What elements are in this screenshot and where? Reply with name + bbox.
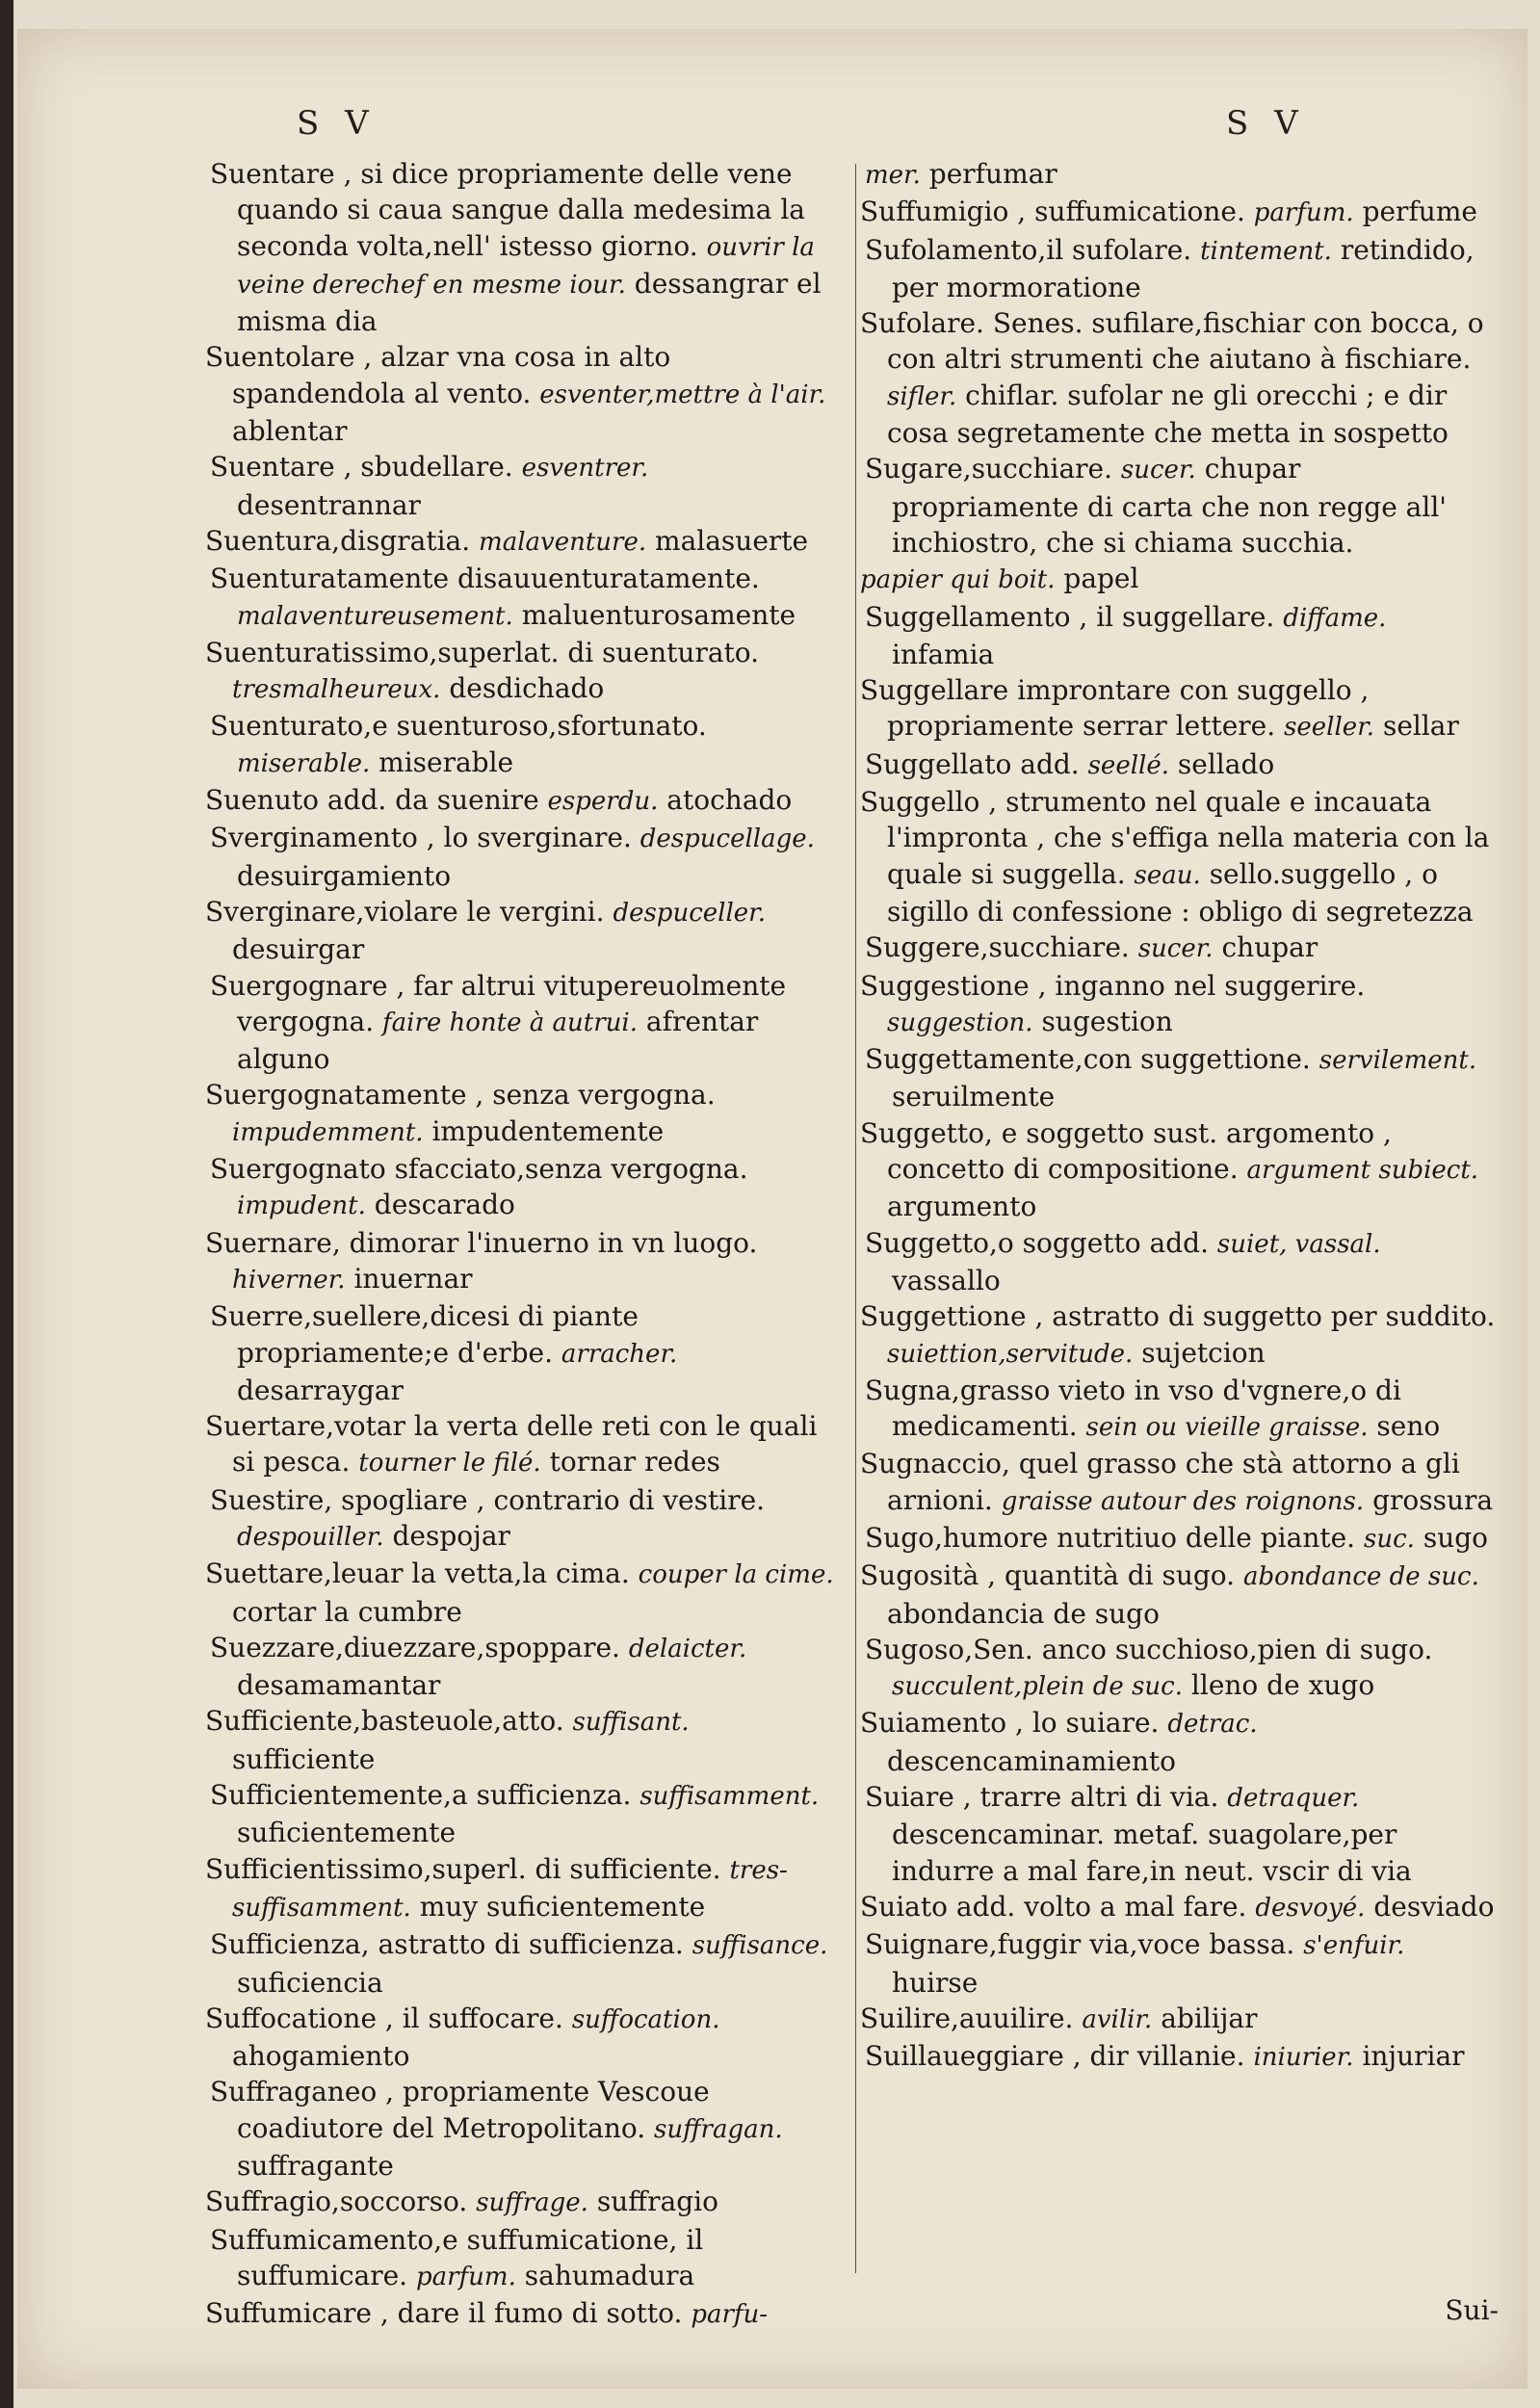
dictionary-entry (865, 1779, 1496, 1889)
italian-headword: Suenturatamente disauuenturatamente. (210, 563, 760, 595)
dictionary-entry (205, 1851, 836, 1927)
french-translation: suffisamment. (639, 1782, 820, 1812)
book-gutter (0, 0, 13, 2408)
italian-headword: Suentare , si dice propriamente delle vene quando si caua sangue dalla medesima la seconda volta,nell' istesso giorno. (210, 158, 805, 262)
dictionary-entry (860, 784, 1496, 929)
spanish-translation: suficientemente (237, 1817, 457, 1849)
dictionary-entry (210, 156, 836, 339)
italian-headword: Suentura,disgratia. (205, 524, 471, 557)
italian-headword: Suggello , strumento nel quale e incauata l'impronta , che s'effiga nella materia con la quale si suggella. (860, 786, 1490, 890)
dictionary-entry (205, 339, 836, 449)
french-translation: argument subiect. (1246, 1156, 1479, 1186)
french-translation: detraquer. (1227, 1784, 1360, 1814)
french-translation: seeller. (1284, 713, 1375, 743)
italian-headword: Sufficiente,basteuole,atto. (205, 1705, 564, 1738)
french-translation: esventrer. (521, 454, 649, 484)
dictionary-entry (205, 1408, 836, 1482)
italian-headword: Suillaueggiare , dir villanie. (865, 2040, 1245, 2073)
catchword: Sui- (1445, 2294, 1499, 2326)
french-translation: tourner le filé. (358, 1449, 541, 1479)
spanish-translation: desuirgar (232, 933, 365, 966)
italian-headword: Sverginare,violare le vergini. (205, 895, 605, 928)
spanish-translation: lleno de xugo (1190, 1669, 1375, 1702)
dictionary-entry (865, 1041, 1496, 1115)
italian-headword: Suignare,fuggir via,voce bassa. (865, 1928, 1295, 1961)
dictionary-entry (860, 561, 1496, 598)
spanish-translation: seno (1376, 1410, 1441, 1443)
dictionary-entry (210, 1926, 836, 2001)
dictionary-entry (210, 2074, 836, 2184)
italian-headword: Sufficientissimo,superl. di sufficiente. (205, 1852, 721, 1885)
spanish-translation: sujetcion (1141, 1336, 1266, 1369)
dictionary-entry (205, 2001, 836, 2075)
italian-headword: Suggere,succhiare. (865, 931, 1130, 964)
dictionary-entry (865, 1926, 1496, 2001)
french-translation: servilement. (1318, 1046, 1477, 1076)
italian-headword: Suiare , trarre altri di via. (865, 1781, 1219, 1814)
french-translation: despuceller. (613, 898, 767, 928)
dictionary-entry (210, 1151, 836, 1225)
spanish-translation: despojar (392, 1519, 510, 1552)
spanish-translation: grossura (1372, 1483, 1494, 1516)
spanish-translation: impudentemente (431, 1114, 665, 1147)
italian-headword: Suiato add. volto a mal fare. (860, 1890, 1247, 1923)
spanish-translation: ablentar (232, 415, 348, 448)
dictionary-entry (860, 1115, 1496, 1225)
french-translation: malaventureusement. (237, 601, 513, 631)
spanish-translation: suffragante (237, 2150, 394, 2183)
italian-headword: Suenturato,e suenturoso,sfortunato. (210, 710, 707, 743)
french-translation: miserable. (237, 748, 371, 778)
spanish-translation: dessangrar el mismа dia (237, 267, 822, 338)
spanish-translation: sugestion (1041, 1005, 1173, 1037)
french-translation: desvoyé. (1255, 1893, 1366, 1923)
spanish-translation: cortar la cumbre (232, 1595, 462, 1628)
italian-headword: Sufficienza, astratto di sufficienza. (210, 1928, 684, 1961)
dictionary-entry (205, 1703, 836, 1777)
column-rule (855, 164, 856, 2273)
french-translation: graisse autour des roignons. (1001, 1486, 1365, 1516)
dictionary-entry (205, 1556, 836, 1630)
spanish-translation: desuirgamiento (237, 859, 452, 892)
dictionary-entry (210, 708, 836, 782)
french-translation: parfum. (415, 2262, 516, 2291)
dictionary-entry (210, 968, 836, 1078)
french-translation: esperdu. (547, 787, 659, 817)
spanish-translation: vassallo (892, 1264, 1001, 1296)
french-translation: diffame. (1283, 603, 1387, 633)
dictionary-entry (210, 820, 836, 894)
dictionary-entry (210, 561, 836, 635)
dictionary-entry (865, 1225, 1496, 1299)
italian-headword: Suffocatione , il suffocare. (205, 2002, 563, 2034)
french-translation: parfu- (691, 2300, 769, 2330)
running-head-left: S V (297, 104, 377, 143)
dictionary-entry (210, 1777, 836, 1851)
spanish-translation: descencaminar. metaf. suagolare,per indurre a mal fare,in neut. vscir di via (892, 1819, 1412, 1887)
french-translation: despouiller. (237, 1522, 384, 1552)
spanish-translation: abilijar (1161, 2002, 1258, 2034)
right-column (860, 156, 1496, 2076)
spanish-translation: desdichado (449, 672, 605, 705)
dictionary-entry (205, 523, 836, 561)
spanish-translation: sellado (1177, 747, 1275, 780)
french-translation: succulent,plein de suc. (892, 1672, 1183, 1702)
french-translation: suffrage. (476, 2188, 588, 2218)
dictionary-entry (205, 1225, 836, 1299)
french-translation: suffragan. (654, 2114, 783, 2144)
spanish-translation: ahogamiento (232, 2040, 410, 2073)
italian-headword: Suggetto,o soggetto add. (865, 1226, 1209, 1259)
italian-headword: Suezzare,diuezzare,spoppare. (210, 1631, 620, 1663)
dictionary-page (17, 29, 1527, 2389)
spanish-translation: inuernar (353, 1262, 473, 1295)
italian-headword: Suffumicamento,e suffumicatione, il suffumicare. (210, 2223, 704, 2291)
dictionary-entry (205, 2295, 836, 2333)
dictionary-entry (860, 968, 1496, 1042)
dictionary-entry (860, 1298, 1496, 1373)
french-translation: seellé. (1087, 750, 1169, 780)
spanish-translation: afrentar alguno (237, 1005, 759, 1076)
spanish-translation: papel (1063, 563, 1139, 595)
dictionary-entry (210, 2222, 836, 2296)
italian-headword: Sugo,humore nutritiuo delle piante. (865, 1521, 1356, 1554)
french-translation: parfum. (1253, 198, 1354, 228)
spanish-translation: sellar (1382, 710, 1459, 743)
french-translation: delaicter. (628, 1634, 747, 1663)
dictionary-entry (860, 1889, 1496, 1926)
dictionary-entry (865, 1520, 1496, 1557)
italian-headword: Suffragio,soccorso. (205, 2186, 468, 2218)
spanish-translation: desamamantar (237, 1669, 441, 1702)
italian-headword: Sufficientemente,a sufficienza. (210, 1779, 632, 1812)
french-translation: sucer. (1120, 456, 1196, 485)
dictionary-entry (865, 232, 1496, 306)
italian-headword: Suggestione , inganno nel suggerire. (860, 969, 1366, 1002)
french-translation: suffocation. (571, 2004, 720, 2034)
italian-headword: Suggettamente,con suggettione. (865, 1043, 1311, 1076)
dictionary-entry (865, 599, 1496, 673)
french-translation: impudemment. (232, 1117, 424, 1147)
french-translation: faire honte à autrui. (382, 1008, 638, 1037)
italian-headword: Suiamento , lo suiare. (860, 1707, 1160, 1740)
french-translation: abondance de suc. (1242, 1562, 1479, 1592)
french-translation: suiet, vassal. (1216, 1229, 1381, 1259)
italian-headword: Suggetto, e soggetto sust. argomento , concetto di compositione. (860, 1116, 1392, 1186)
french-translation: tresmalheureux. (232, 675, 441, 705)
french-translation: sein ou vieille graisse. (1085, 1413, 1369, 1443)
spanish-translation: retindido, per mormoratione (892, 233, 1475, 303)
french-translation: sucer. (1137, 934, 1214, 964)
spanish-translation: miserable (378, 746, 514, 778)
italian-headword: Suenuto add. da suenire (205, 784, 539, 817)
dictionary-entry (210, 1482, 836, 1557)
spanish-translation: descencaminamiento (887, 1744, 1176, 1777)
spanish-translation: seruilmente (892, 1081, 1056, 1113)
italian-headword: Suenturatissimo,superlat. di suenturato. (205, 636, 760, 668)
french-translation: suggestion. (887, 1008, 1033, 1037)
italian-headword: Suergognatamente , senza vergogna. (205, 1079, 716, 1112)
spanish-translation: sufficiente (232, 1742, 376, 1775)
italian-headword: Sufolamento,il sufolare. (865, 233, 1192, 266)
italian-headword: Suggettione , astratto di suggetto per suddito. (860, 1300, 1496, 1333)
french-translation: tres-suffisamment. (232, 1855, 788, 1923)
italian-headword: Suggellamento , il suggellare. (865, 600, 1275, 633)
italian-headword: Suffumicare , dare il fumo di sotto. (205, 2297, 683, 2330)
dictionary-entry (205, 1077, 836, 1151)
dictionary-entry (860, 1557, 1496, 1632)
spanish-translation: huirse (892, 1966, 979, 1999)
italian-headword: Suergognato sfacciato,senza vergogna. (210, 1153, 748, 1186)
italian-headword: Suernare, dimorar l'inuerno in vn luogo. (205, 1226, 758, 1259)
french-translation: detrac. (1167, 1710, 1258, 1740)
italian-headword: Suilire,auuilire. (860, 2002, 1074, 2034)
french-translation: ouvrir la veine derechef en mesme iour. (237, 232, 815, 300)
spanish-translation: malasuerte (655, 524, 809, 557)
spanish-translation: infamia (892, 638, 995, 670)
dictionary-entry (860, 305, 1496, 451)
dictionary-entry (865, 1632, 1496, 1706)
french-translation: mer. (865, 161, 921, 190)
spanish-translation: sahumadura (524, 2259, 695, 2291)
italian-headword: Suffumigio , suffumicatione. (860, 196, 1245, 228)
italian-headword: Suggellare improntare con suggello , propriamente serrar lettere. (860, 674, 1370, 743)
french-translation: couper la cime. (638, 1560, 834, 1590)
italian-headword: Suerre,suellere,dicesi di piante propriamente;e d'erbe. (210, 1300, 639, 1369)
dictionary-entry (865, 156, 1496, 194)
spanish-translation: abondancia de sugo (887, 1597, 1160, 1630)
dictionary-entry (865, 2038, 1496, 2076)
french-translation: avilir. (1082, 2004, 1153, 2034)
spanish-translation: chiflar. sufolar ne gli orecchi ; e dir cosa segretamente che metta in sospetto (887, 379, 1449, 450)
dictionary-entry (860, 2001, 1496, 2038)
spanish-translation: desentrannar (237, 488, 421, 521)
italian-headword: Sugare,succhiare. (865, 453, 1112, 485)
french-translation: impudent. (237, 1191, 366, 1221)
french-translation: suiettion,servitude. (887, 1339, 1134, 1369)
french-translation: arracher. (561, 1339, 678, 1369)
spanish-translation: argumento (887, 1191, 1037, 1223)
spanish-translation: sello.suggello , o sigillo di confessione : obligo di segretezza (887, 857, 1474, 928)
dictionary-entry (210, 449, 836, 523)
dictionary-entry (860, 672, 1496, 746)
dictionary-entry (210, 1630, 836, 1704)
french-translation: seau. (1134, 860, 1201, 890)
italian-headword: Suffraganeo , propriamente Vescoue coadiutore del Metropolitano. (210, 2076, 710, 2144)
italian-headword: Sugoso,Sen. anco succhioso,pien di sugo. (865, 1633, 1433, 1665)
italian-headword: Suentolare , alzar vna cosa in alto spandendola al vento. (205, 341, 671, 409)
spanish-translation: desviado (1373, 1890, 1495, 1923)
dictionary-entry (865, 746, 1496, 784)
french-translation: suc. (1364, 1524, 1415, 1554)
left-column (205, 156, 836, 2334)
french-translation: tintement. (1200, 236, 1332, 266)
spanish-translation: descarado (374, 1189, 515, 1221)
spanish-translation: suffragio (596, 2186, 718, 2218)
dictionary-entry (205, 894, 836, 968)
french-translation: suffisance. (692, 1931, 828, 1961)
italian-headword: Suentare , sbudellare. (210, 451, 513, 484)
italian-headword: Sugna,grasso vieto in vso d'vgnere,o di medicamenti. (865, 1374, 1401, 1443)
italian-headword: Sugosità , quantità di sugo. (860, 1559, 1236, 1592)
italian-headword: Sugnaccio, quel grasso che stà attorno a gli arnioni. (860, 1448, 1460, 1516)
spanish-translation: chupar (1221, 931, 1318, 964)
spanish-translation: perfume (1362, 196, 1477, 228)
dictionary-entry (865, 1373, 1496, 1447)
dictionary-entry (205, 2184, 836, 2221)
spanish-translation: injuriar (1362, 2040, 1465, 2073)
italian-headword: Sverginamento , lo sverginare. (210, 822, 632, 854)
italian-headword: Suergognare , far altrui vitupereuolmente vergogna. (210, 969, 787, 1037)
spanish-translation: perfumar (928, 158, 1057, 190)
french-translation: suffisant. (572, 1708, 690, 1738)
spanish-translation: sugo (1423, 1521, 1489, 1554)
french-translation: esventer,mettre à l'air. (539, 380, 826, 409)
dictionary-entry (205, 782, 836, 820)
french-translation: papier qui boit. (860, 565, 1056, 595)
italian-headword: Sufolare. Senes. sufilare,fischiar con bocca, o con altri strumenti che aiutano à fischiare. (860, 307, 1484, 376)
italian-headword: Suggellato add. (865, 747, 1080, 780)
spanish-translation: tornar redes (549, 1446, 720, 1479)
italian-headword: Suettare,leuar la vetta,la cima. (205, 1557, 630, 1590)
dictionary-entry (865, 929, 1496, 967)
italian-headword: Suertare,votar la verta delle reti con le quali si pesca. (205, 1410, 818, 1479)
spanish-translation: desarraygar (237, 1374, 404, 1406)
dictionary-entry (860, 1705, 1496, 1779)
spanish-translation: suficiencia (237, 1966, 383, 1999)
spanish-translation: atochado (666, 784, 793, 817)
running-head-right: S V (1226, 104, 1306, 143)
dictionary-entry (205, 635, 836, 709)
spanish-translation: chupar propriamente di carta che non regge all' inchiostro, che si chiama succhia. (892, 453, 1447, 559)
french-translation: sifler. (887, 381, 957, 411)
spanish-translation: maluenturosamente (521, 598, 796, 631)
dictionary-entry (865, 451, 1496, 561)
french-translation: malaventure. (479, 527, 647, 557)
spanish-translation: muy suficientemente (419, 1890, 706, 1923)
dictionary-entry (210, 1298, 836, 1408)
french-translation: iniurier. (1253, 2043, 1354, 2073)
dictionary-entry (860, 1446, 1496, 1520)
french-translation: s'enfuir. (1303, 1931, 1405, 1961)
dictionary-entry (860, 194, 1496, 231)
italian-headword: Suestire, spogliare , contrario di vestire. (210, 1483, 766, 1516)
french-translation: hiverner. (232, 1265, 346, 1295)
french-translation: despucellage. (639, 824, 815, 854)
